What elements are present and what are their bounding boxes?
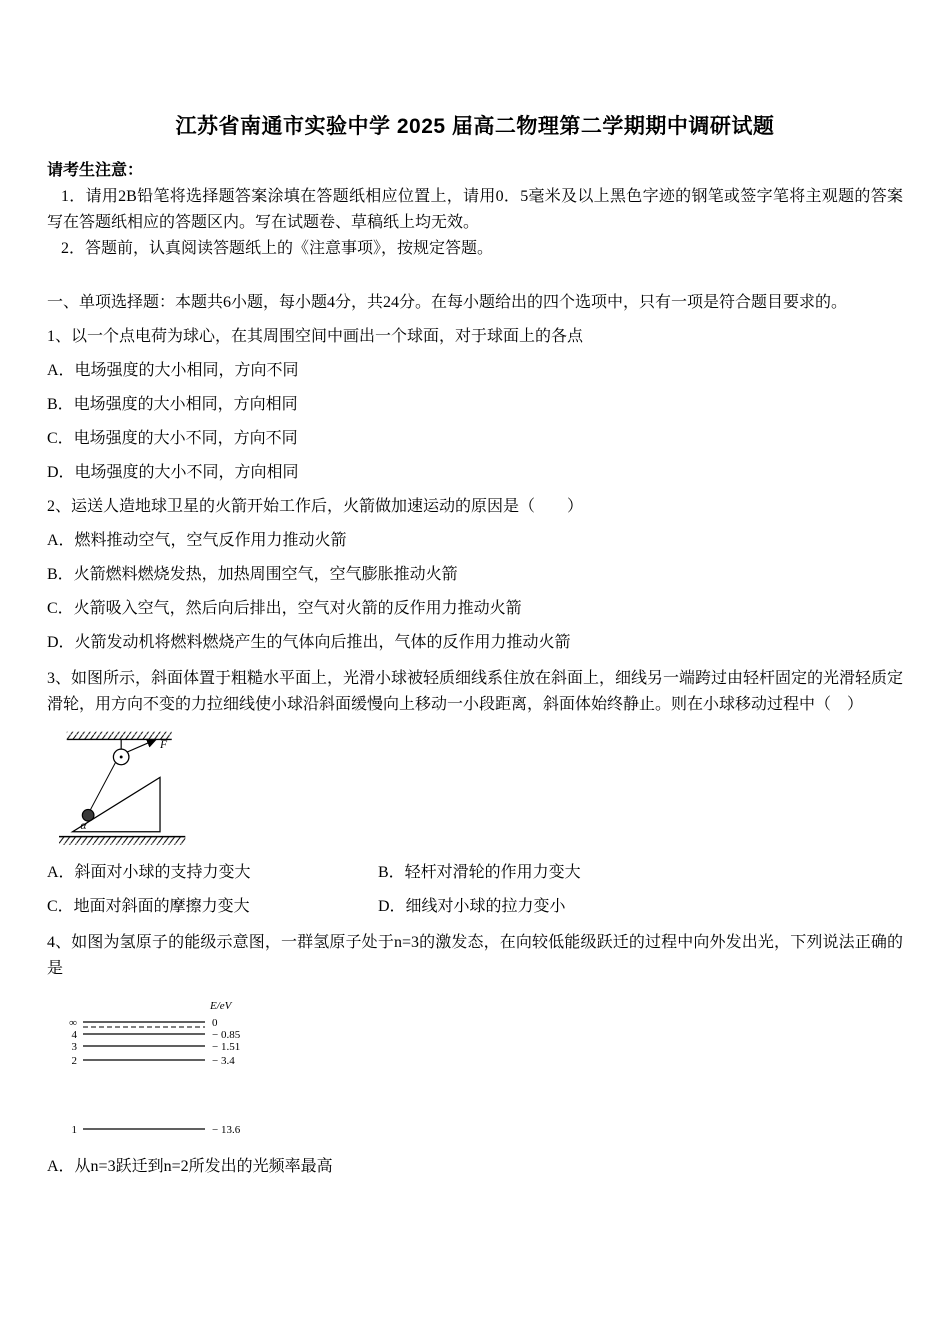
energy-level-4 [72,1029,241,1041]
energy-level-1 [72,1124,241,1136]
notice-block [47,158,903,262]
question-3-option-a: A．斜面对小球的支持力变大 [47,864,251,881]
question-1-option-b: B．电场强度的大小相同，方向相同 [47,396,298,413]
question-3-options [47,860,903,920]
question-4-stem: 4、如图为氢原子的能级示意图，一群氢原子处于n=3的激发态，在向较低能级跃迁的过程中向外发出光，下列说法正确的是 [47,934,903,977]
question-3-option-d: D．细线对小球的拉力变小 [378,898,566,915]
svg-text:− 1.51: − 1.51 [212,1041,241,1053]
ceiling-hatch [67,732,172,740]
question-2-option-b: B．火箭燃料燃烧发热，加热周围空气，空气膨胀推动火箭 [47,566,458,583]
energy-level-figure [55,996,903,1146]
question-1-stem: 1、以一个点电荷为球心，在其周围空间中画出一个球面，对于球面上的各点 [47,328,584,345]
svg-text:− 0.85: − 0.85 [212,1029,241,1041]
section-header: 一、单项选择题：本题共6小题，每小题4分，共24分。在每小题给出的四个选项中，只有一项是符合题目要求的。 [47,294,848,311]
svg-text:∞: ∞ [69,1017,77,1029]
question-3-option-c: C．地面对斜面的摩擦力变大 [47,898,250,915]
question-4 [47,930,903,1180]
page-title: 江苏省南通市实验中学 2025 届高二物理第二学期期中调研试题 [175,115,775,138]
angle-label: α [80,818,87,832]
string-line [90,763,115,811]
svg-text:4: 4 [71,1029,77,1041]
question-3 [47,666,903,920]
question-2-stem: 2、运送人造地球卫星的火箭开始工作后，火箭做加速运动的原因是（ ） [47,498,584,515]
svg-text:− 13.6: − 13.6 [212,1124,241,1136]
question-2-option-d: D．火箭发动机将燃料燃烧产生的气体向后推出，气体的反作用力推动火箭 [47,634,571,651]
svg-text:1: 1 [71,1124,77,1136]
question-1 [47,324,903,486]
svg-text:0: 0 [212,1017,218,1029]
question-2-option-a: A．燃料推动空气，空气反作用力推动火箭 [47,532,347,549]
question-3-stem: 3、如图所示，斜面体置于粗糙水平面上，光滑小球被轻质细线系住放在斜面上，细线另一端跨过由轻杆固定的光滑轻质定滑轮，用方向不变的力拉细线使小球沿斜面缓慢向上移动一小段距离，斜面体始终静止。则在小球移动过程中（ ） [47,670,904,713]
energy-level-2 [72,1055,236,1067]
force-arrow [127,739,156,752]
question-4-option-a: A．从n=3跃迁到n=2所发出的光频率最高 [47,1158,333,1175]
notice-header: 请考生注意： [47,162,144,179]
pulley-axle [120,755,123,758]
svg-text:2: 2 [71,1055,77,1067]
energy-level-3 [72,1041,241,1053]
question-1-option-d: D．电场强度的大小不同，方向相同 [47,464,299,481]
question-1-option-a: A．电场强度的大小相同，方向不同 [47,362,299,379]
question-3-option-b: B．轻杆对滑轮的作用力变大 [378,864,581,881]
notice-item-2: 2．答题前，认真阅读答题纸上的《注意事项》，按规定答题。 [61,240,494,257]
question-1-option-c: C．电场强度的大小不同，方向不同 [47,430,298,447]
notice-item-1: 1．请用2B铅笔将选择题答案涂填在答题纸相应位置上，请用0．5毫米及以上黑色字迹的钢笔或签字笔将主观题的答案写在答题纸相应的答题区内。写在试题卷、草稿纸上均无效。 [47,188,903,231]
question-2 [47,494,903,656]
question-2-option-c: C．火箭吸入空气，然后向后排出，空气对火箭的反作用力推动火箭 [47,600,522,617]
svg-text:− 3.4: − 3.4 [212,1055,235,1067]
svg-text:3: 3 [71,1041,77,1053]
ground-hatch [59,837,185,845]
energy-axis-label: E/eV [210,1000,232,1012]
incline-pulley-figure [59,726,903,852]
force-label: F [160,738,168,752]
